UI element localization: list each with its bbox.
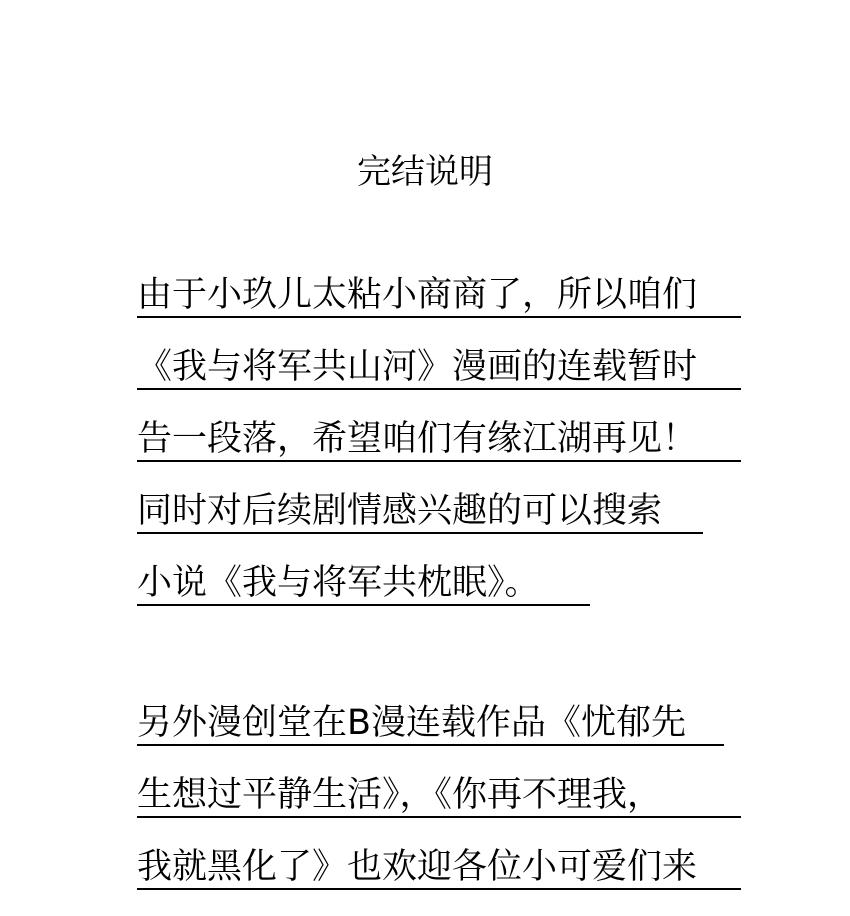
paragraph-completion-notice: [137, 272, 741, 632]
text-line: 另外漫创堂在B漫连载作品《忧郁先: [137, 700, 724, 746]
notice-title: 完结说明: [357, 152, 493, 192]
text-line: 《我与将军共山河》漫画的连载暂时: [137, 344, 741, 390]
text-line: 告一段落，希望咱们有缘江湖再见！: [137, 416, 741, 462]
text-line: 我就黑化了》也欢迎各位小可爱们来: [137, 844, 741, 890]
text-line: 由于小玖儿太粘小商商了，所以咱们: [137, 272, 741, 318]
paragraph-other-works: [137, 700, 741, 916]
text-line: 生想过平静生活》，《你再不理我，: [137, 772, 741, 818]
text-line: 小说《我与将军共枕眠》。: [137, 560, 590, 606]
text-line: 同时对后续剧情感兴趣的可以搜索: [137, 488, 703, 534]
